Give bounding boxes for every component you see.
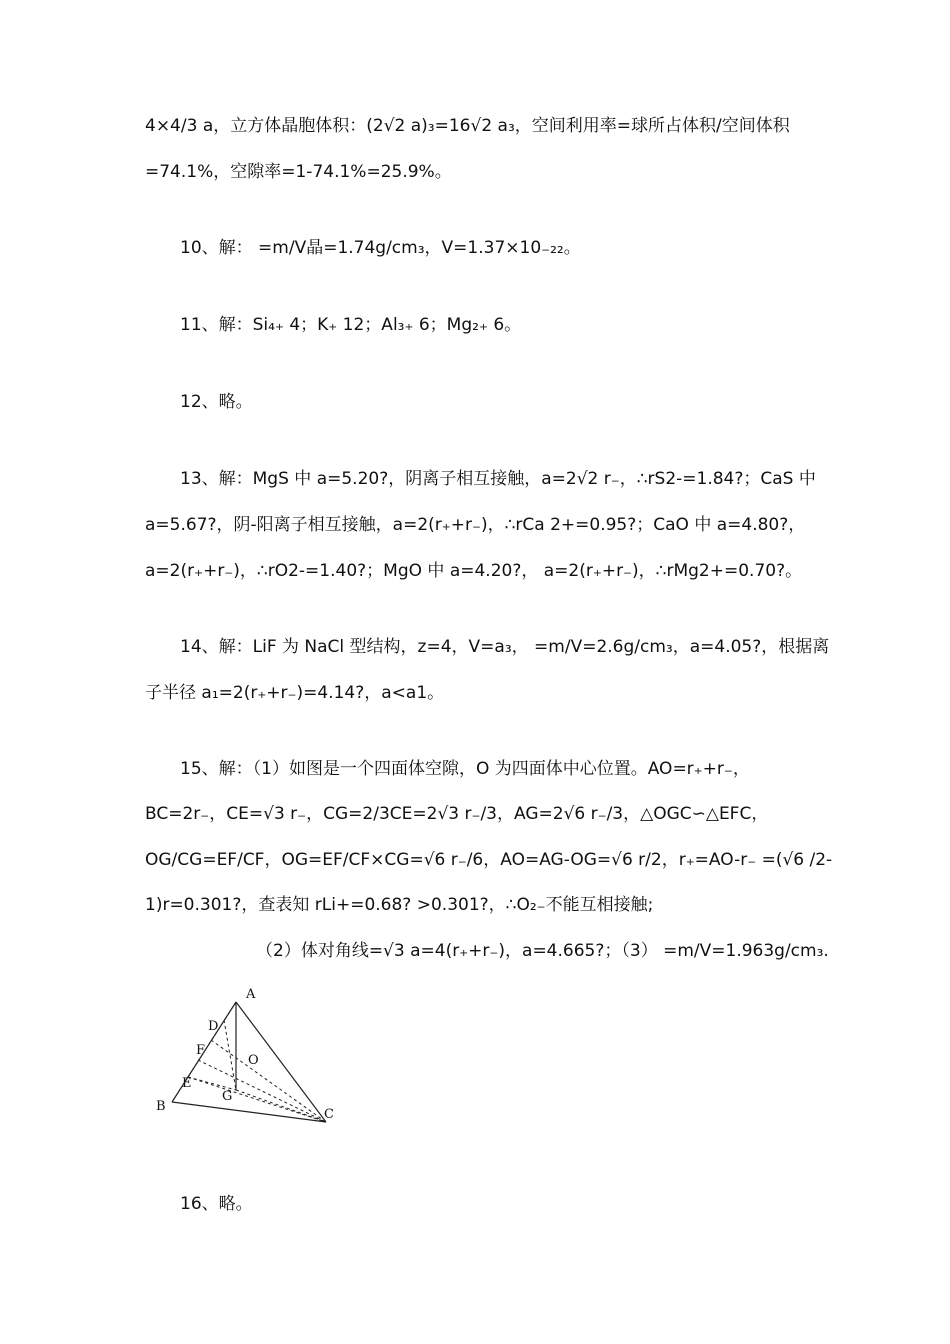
answer-13-line1: 13、解：MgS 中 a=5.20?，阴离子相互接触，a=2√2 r₋，∴rS2-=1.84?；CaS 中 — [180, 469, 816, 489]
label-C: C — [324, 1107, 334, 1122]
line-02: =74.1%，空隙率=1-74.1%=25.9%。 — [145, 162, 452, 182]
label-O: O — [248, 1053, 259, 1068]
answer-10: 10、解： =m/V晶=1.74g/cm₃，V=1.37×10₋₂₂。 — [180, 238, 581, 258]
label-G: G — [222, 1089, 233, 1104]
line-01: 4×4/3 a，立方体晶胞体积：(2√2 a)₃=16√2 a₃，空间利用率=球所占体积/空间体积 — [145, 116, 790, 136]
answer-14-line1: 14、解：LiF 为 NaCl 型结构，z=4，V=a₃， =m/V=2.6g/cm₃，a=4.05?，根据离 — [180, 637, 830, 657]
answer-16: 16、略。 — [180, 1194, 253, 1214]
answer-15-line1: 15、解：（1）如图是一个四面体空隙，O 为四面体中心位置。AO=r₊+r₋， — [180, 759, 750, 779]
answer-14-line2: 子半径 a₁=2(r₊+r₋)=4.14?，a<a1。 — [145, 683, 445, 703]
label-F: F — [196, 1043, 206, 1058]
label-A: A — [246, 987, 256, 1002]
answer-12: 12、略。 — [180, 392, 253, 412]
label-B: B — [156, 1099, 166, 1114]
answer-13-line3: a=2(r₊+r₋)，∴rO2-=1.40?；MgO 中 a=4.20?， a=2(r₊+r₋)，∴rMg2+=0.70?。 — [145, 561, 803, 581]
label-D: D — [208, 1019, 219, 1034]
answer-15-line4: 1)r=0.301?，查表知 rLi+=0.68? >0.301?，∴O₂₋不能互相接触; — [145, 895, 654, 915]
tetrahedron-figure — [150, 984, 350, 1124]
answer-13-line2: a=5.67?，阴-阳离子相互接触，a=2(r₊+r₋)，∴rCa 2+=0.95?；CaO 中 a=4.80?， — [145, 515, 806, 535]
label-E: E — [182, 1076, 192, 1091]
answer-15-line3: OG/CG=EF/CF，OG=EF/CF×CG=√6 r₋/6，AO=AG-OG=√6 r/2，r₊=AO-r₋ =(√6 /2- — [145, 850, 833, 870]
answer-15-line2: BC=2r₋，CE=√3 r₋，CG=2/3CE=2√3 r₋/3，AG=2√6 r₋/3，△OGC∽△EFC， — [145, 804, 769, 824]
answer-11: 11、解：Si₄₊ 4；K₊ 12；Al₃₊ 6；Mg₂₊ 6。 — [180, 315, 522, 335]
answer-15-line5: （2）体对角线=√3 a=4(r₊+r₋)，a=4.665?；（3） =m/V=1.963g/cm₃. — [256, 941, 829, 961]
